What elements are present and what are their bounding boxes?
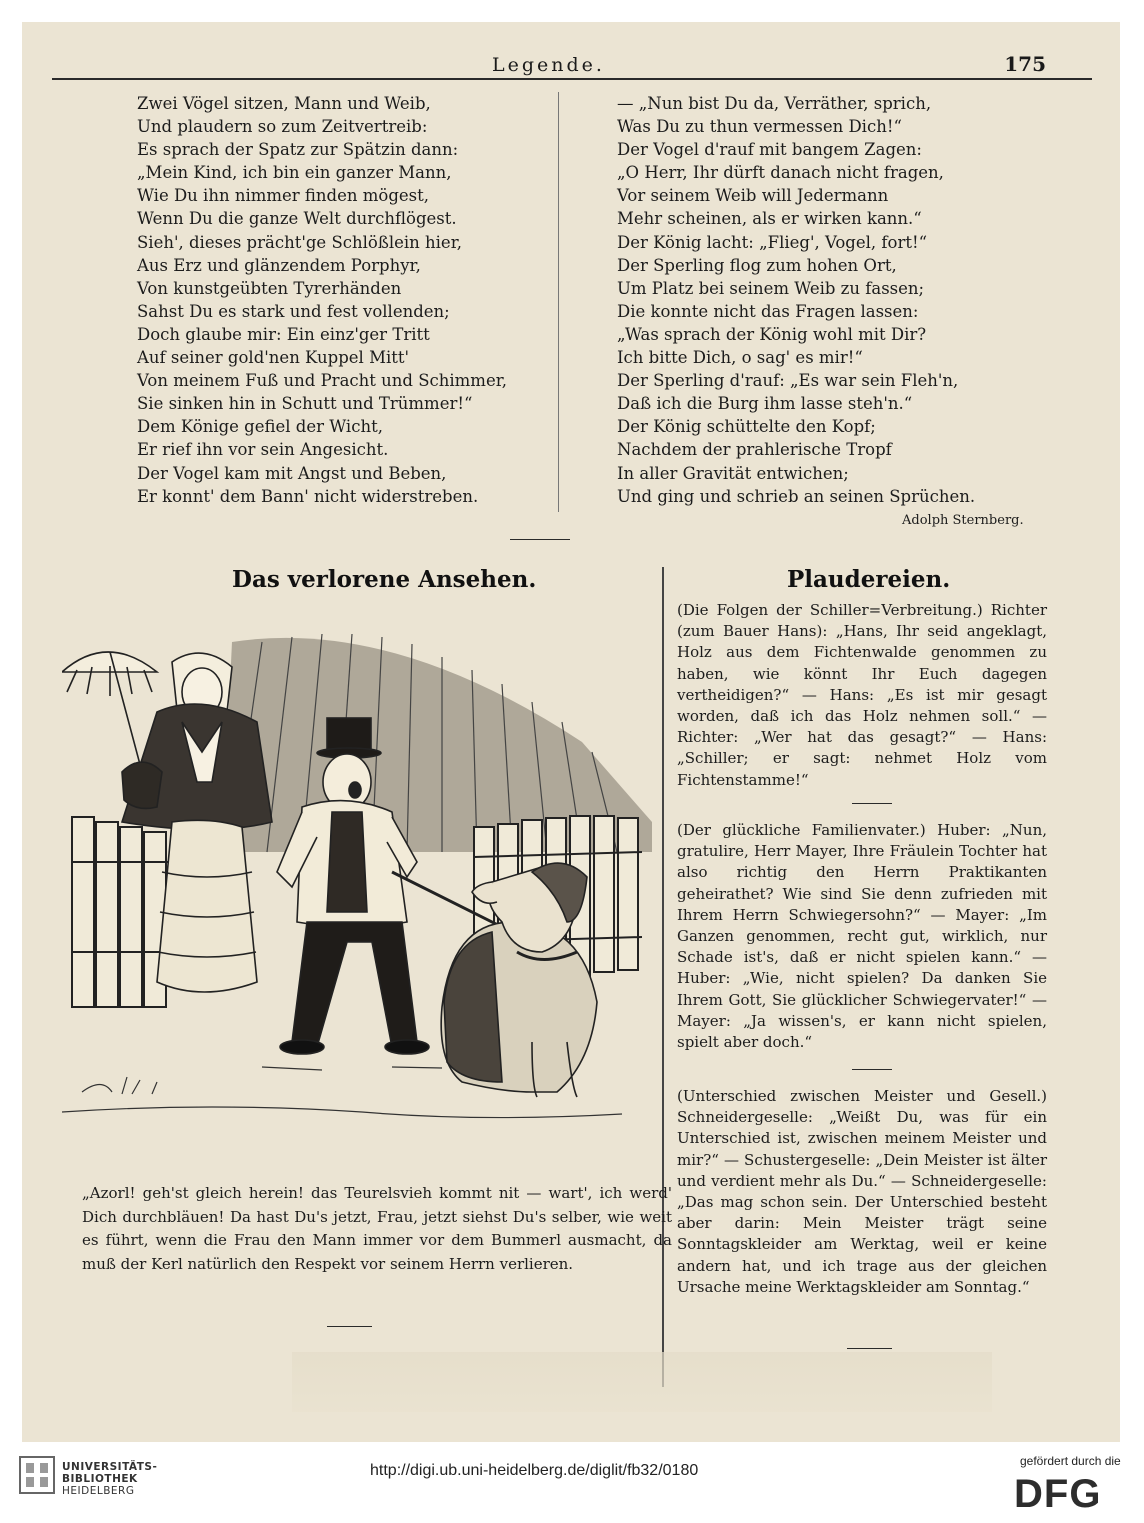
poem-line: Doch glaube mir: Ein einz'ger Tritt xyxy=(137,324,430,344)
dfg-logo: DFG xyxy=(1014,1472,1102,1516)
poem-line: Zwei Vögel sitzen, Mann und Weib, xyxy=(137,94,431,113)
poem-line: Der Sperling d'rauf: „Es war sein Fleh'n, xyxy=(617,371,959,391)
paragraph-separator xyxy=(852,803,892,804)
poem-line: Und ging und schrieb an seinen Sprüchen. xyxy=(617,486,976,506)
poem-left-column xyxy=(137,92,507,508)
poem-line: Der König schüttelte den Kopf; xyxy=(617,417,876,437)
illustration-caption: „Azorl! geh'st gleich herein! das Teurelsvieh kommt nit — wart', ich werd' Dich durchbläuen! Da hast Du's jetzt, Frau, jetzt siehst Du's selber, wie weit es führt, wenn die Frau den Mann immer vor dem Bummerl ausmacht, da muß der Kerl natürlich den Respekt vor seinem Herrn verlieren. xyxy=(82,1184,672,1273)
poem-line: Der Vogel kam mit Angst und Beben, xyxy=(137,463,447,483)
poem-line: Daß ich die Burg ihm lasse steh'n.“ xyxy=(617,394,913,414)
anecdote-paragraph: (Der glückliche Familienvater.) Huber: „Nun, gratulire, Herr Mayer, Ihre Fräulein Tochter hat also richtig den Herrn Praktikanten geheirathet? Wie sind Sie denn zufrieden mit Ihrem Herrn Schwiegersohn?“ — Mayer: „Im Ganzen genommen, recht gut, wirklich, nur Schade ist's, daß er nicht spielen kann.“ — Huber: „Wie, nicht spielen? Da danken Sie Ihrem Gott, Sie glücklicher Schwiegervater!“ — Mayer: „Ja wissen's, er kann nicht spielen, spielt aber doch.“ xyxy=(677,821,1047,1052)
paragraph-separator xyxy=(852,1069,892,1070)
poem-line: — „Nun bist Du da, Verräther, sprich, xyxy=(617,94,932,113)
poem-line: Sie sinken hin in Schutt und Trümmer!“ xyxy=(137,394,473,414)
poem-line: Es sprach der Spatz zur Spätzin dann: xyxy=(137,140,459,160)
page-number: 175 xyxy=(1004,52,1046,76)
scanned-page xyxy=(22,22,1120,1442)
poem-line: Von meinem Fuß und Pracht und Schimmer, xyxy=(137,371,508,391)
university-seal-icon xyxy=(18,1455,56,1495)
poem-line: Aus Erz und glänzendem Porphyr, xyxy=(137,255,421,275)
footer-bar xyxy=(0,1442,1144,1523)
header-rule xyxy=(52,78,1092,80)
funding-note: gefördert durch die xyxy=(1020,1454,1121,1468)
poem-author: Adolph Sternberg. xyxy=(902,513,1024,528)
poem-line: Von kunstgeübten Tyrerhänden xyxy=(137,278,402,298)
section-separator xyxy=(510,539,570,540)
running-title: Legende. xyxy=(492,54,605,76)
poem-line: Um Platz bei seinem Weib zu fassen; xyxy=(617,278,925,298)
poem-line: „O Herr, Ihr dürft danach nicht fragen, xyxy=(617,163,944,183)
bleed-through-band xyxy=(292,1352,992,1412)
poem-line: Und plaudern so zum Zeitvertreib: xyxy=(137,117,428,137)
article-heading-right: Plaudereien. xyxy=(787,566,951,593)
poem-line: Sahst Du es stark und fest vollenden; xyxy=(137,301,450,321)
column-divider-top xyxy=(558,92,559,512)
illustration-woodcut xyxy=(62,622,652,1142)
anecdote-paragraph: (Die Folgen der Schiller=Verbreitung.) Richter (zum Bauer Hans): „Hans, Ihr seid angeklagt, Holz aus dem Fichtenwalde genommen zu haben, wie könnt Ihr Euch dagegen vertheidigen?“ — Hans: „Es ist mir gesagt worden, daß ich das Holz nehmen soll.“ — Richter: „Wer hat das gesagt?“ — Hans: „Schiller; er sagt: nehmet Holz vom Fichtenstamme!“ xyxy=(677,601,1047,789)
poem-line: Wenn Du die ganze Welt durchflögest. xyxy=(137,209,457,229)
poem-line: Der Sperling flog zum hohen Ort, xyxy=(617,255,897,275)
poem-line: Er rief ihn vor sein Angesicht. xyxy=(137,440,389,460)
poem-line: Die konnte nicht das Fragen lassen: xyxy=(617,301,919,321)
column-end-rule xyxy=(847,1348,892,1349)
poem-line: Vor seinem Weib will Jedermann xyxy=(617,186,889,206)
poem-line: Ich bitte Dich, o sag' es mir!“ xyxy=(617,348,863,368)
source-url-link[interactable]: http://digi.ub.uni-heidelberg.de/diglit/fb32/0180 xyxy=(370,1462,699,1479)
poem-line: Er konnt' dem Bann' nicht widerstreben. xyxy=(137,486,479,506)
poem-line: Wie Du ihn nimmer finden mögest, xyxy=(137,186,430,206)
poem-line: Mehr scheinen, als er wirken kann.“ xyxy=(617,209,922,229)
anecdote-paragraph: (Unterschied zwischen Meister und Gesell.) Schneidergeselle: „Weißt Du, was für ein Unterschied ist, zwischen meinem Meister und mir?“ — Schustergeselle: „Dein Meister ist älter und verdient mehr als Du.“ — Schneidergeselle: „Das mag schon sein. Der Unterschied besteht aber darin: Mein Meister trägt seine Sonntagskleider am Werktag, weil er keine andern hat, und ich trage aus der gleichen Ursache meine Werktagskleider am Sonntag.“ xyxy=(677,1087,1047,1296)
poem-line: In aller Gravität entwichen; xyxy=(617,463,849,483)
poem-line: Der Vogel d'rauf mit bangem Zagen: xyxy=(617,140,922,160)
poem-line: „Mein Kind, ich bin ein ganzer Mann, xyxy=(137,163,452,183)
caption-end-rule xyxy=(327,1326,372,1327)
poem-line: Dem Könige gefiel der Wicht, xyxy=(137,417,383,437)
poem-line: Sieh', dieses prächt'ge Schlößlein hier, xyxy=(137,232,463,252)
poem-right-column xyxy=(617,92,975,508)
poem-line: Nachdem der prahlerische Tropf xyxy=(617,440,892,460)
article-heading-left: Das verlorene Ansehen. xyxy=(232,566,537,593)
poem-line: „Was sprach der König wohl mit Dir? xyxy=(617,324,927,344)
poem-line: Was Du zu thun vermessen Dich!“ xyxy=(617,117,902,137)
library-logo-text: UNIVERSITÄTS- BIBLIOTHEK HEIDELBERG xyxy=(62,1461,158,1497)
poem-line: Auf seiner gold'nen Kuppel Mitt' xyxy=(137,348,410,368)
poem-line: Der König lacht: „Flieg', Vogel, fort!“ xyxy=(617,232,928,252)
